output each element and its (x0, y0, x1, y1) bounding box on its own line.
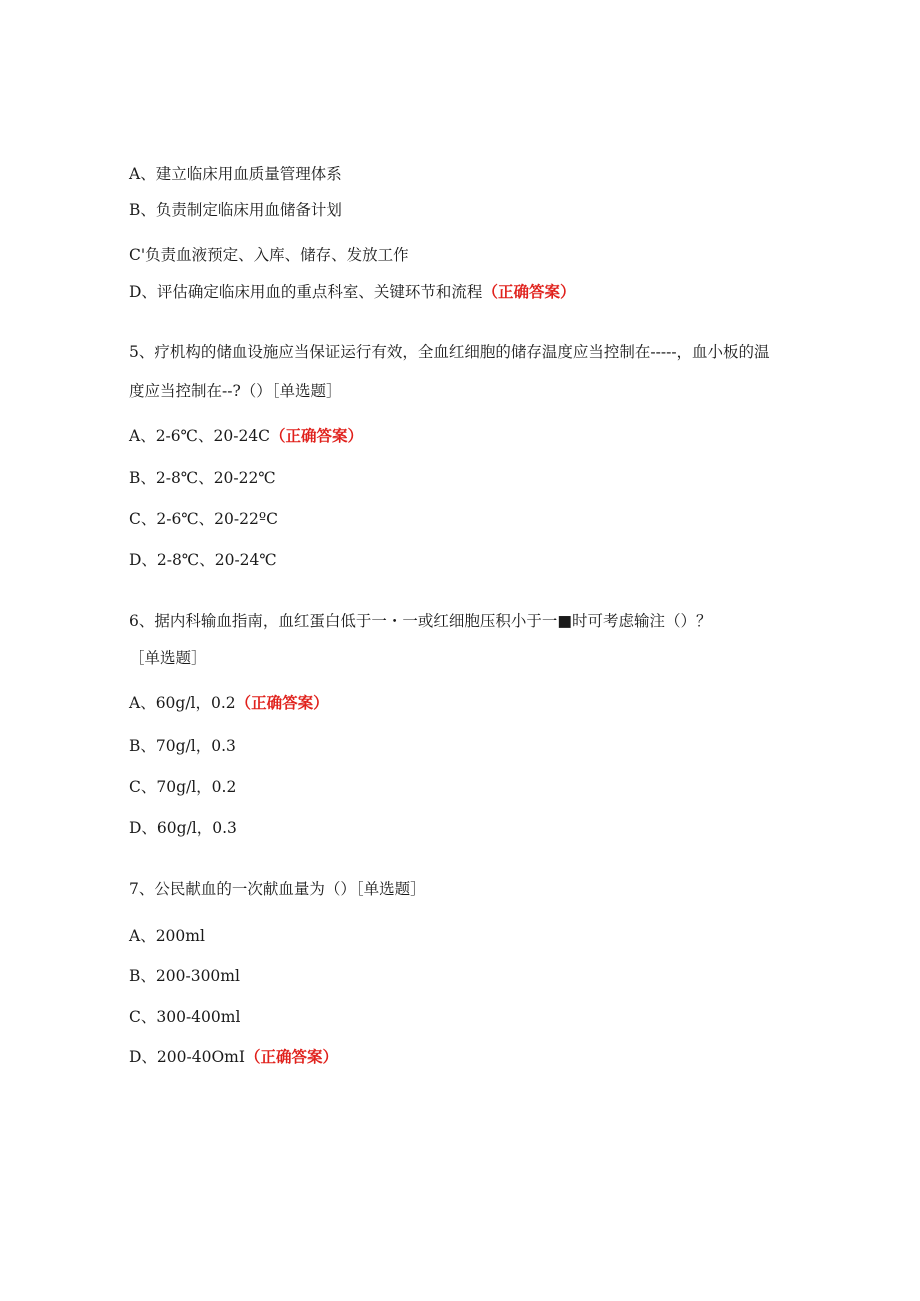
q5-question: 5、疗机构的储血设施应当保证运行有效，全血红细胞的储存温度应当控制在-----，血小板的温度应当控制在--?（）［单选题］ (129, 343, 770, 400)
q4-option-c: C'负责血液预定、入库、储存、发放工作 (129, 246, 409, 264)
q4-option-b: B、负责制定临床用血储备计划 (129, 201, 342, 219)
q6-question-line2: ［单选题］ (129, 649, 207, 667)
q5-option-d: D、2-8℃、20-24℃ (129, 551, 277, 569)
q7-option-d: D、200-40OmI（正确答案） (129, 1047, 339, 1066)
correct-answer-tag: （正确答案） (245, 1047, 339, 1066)
q6-option-d: D、60g/l，0.3 (129, 819, 237, 837)
correct-answer-tag: （正确答案） (482, 282, 576, 301)
q6-option-b: B、70g/l，0.3 (129, 737, 236, 755)
q5-option-a: A、2-6℃、20-24C（正确答案） (129, 426, 364, 445)
correct-answer-tag: （正确答案） (235, 693, 329, 712)
q4-option-a: A、建立临床用血质量管理体系 (129, 165, 342, 183)
q5-option-b: B、2-8℃、20-22℃ (129, 469, 276, 487)
q6-option-a: A、60g/l，0.2（正确答案） (129, 693, 329, 712)
q7-option-a: A、200ml (129, 927, 205, 945)
q5-option-c: C、2-6℃、20-22ºC (129, 510, 278, 528)
q7-option-b: B、200-300ml (129, 967, 240, 985)
q6-question-line1: 6、据内科输血指南，血红蛋白低于一・一或红细胞压积小于一■时可考虑输注（）？ (129, 612, 712, 630)
correct-answer-tag: （正确答案） (270, 426, 364, 445)
q7-option-c: C、300-400ml (129, 1008, 241, 1026)
q6-option-c: C、70g/l，0.2 (129, 778, 237, 796)
q7-question: 7、公民献血的一次献血量为（）［单选题］ (129, 880, 426, 898)
q4-option-d: D、评估确定临床用血的重点科室、关键环节和流程（正确答案） (129, 282, 576, 301)
